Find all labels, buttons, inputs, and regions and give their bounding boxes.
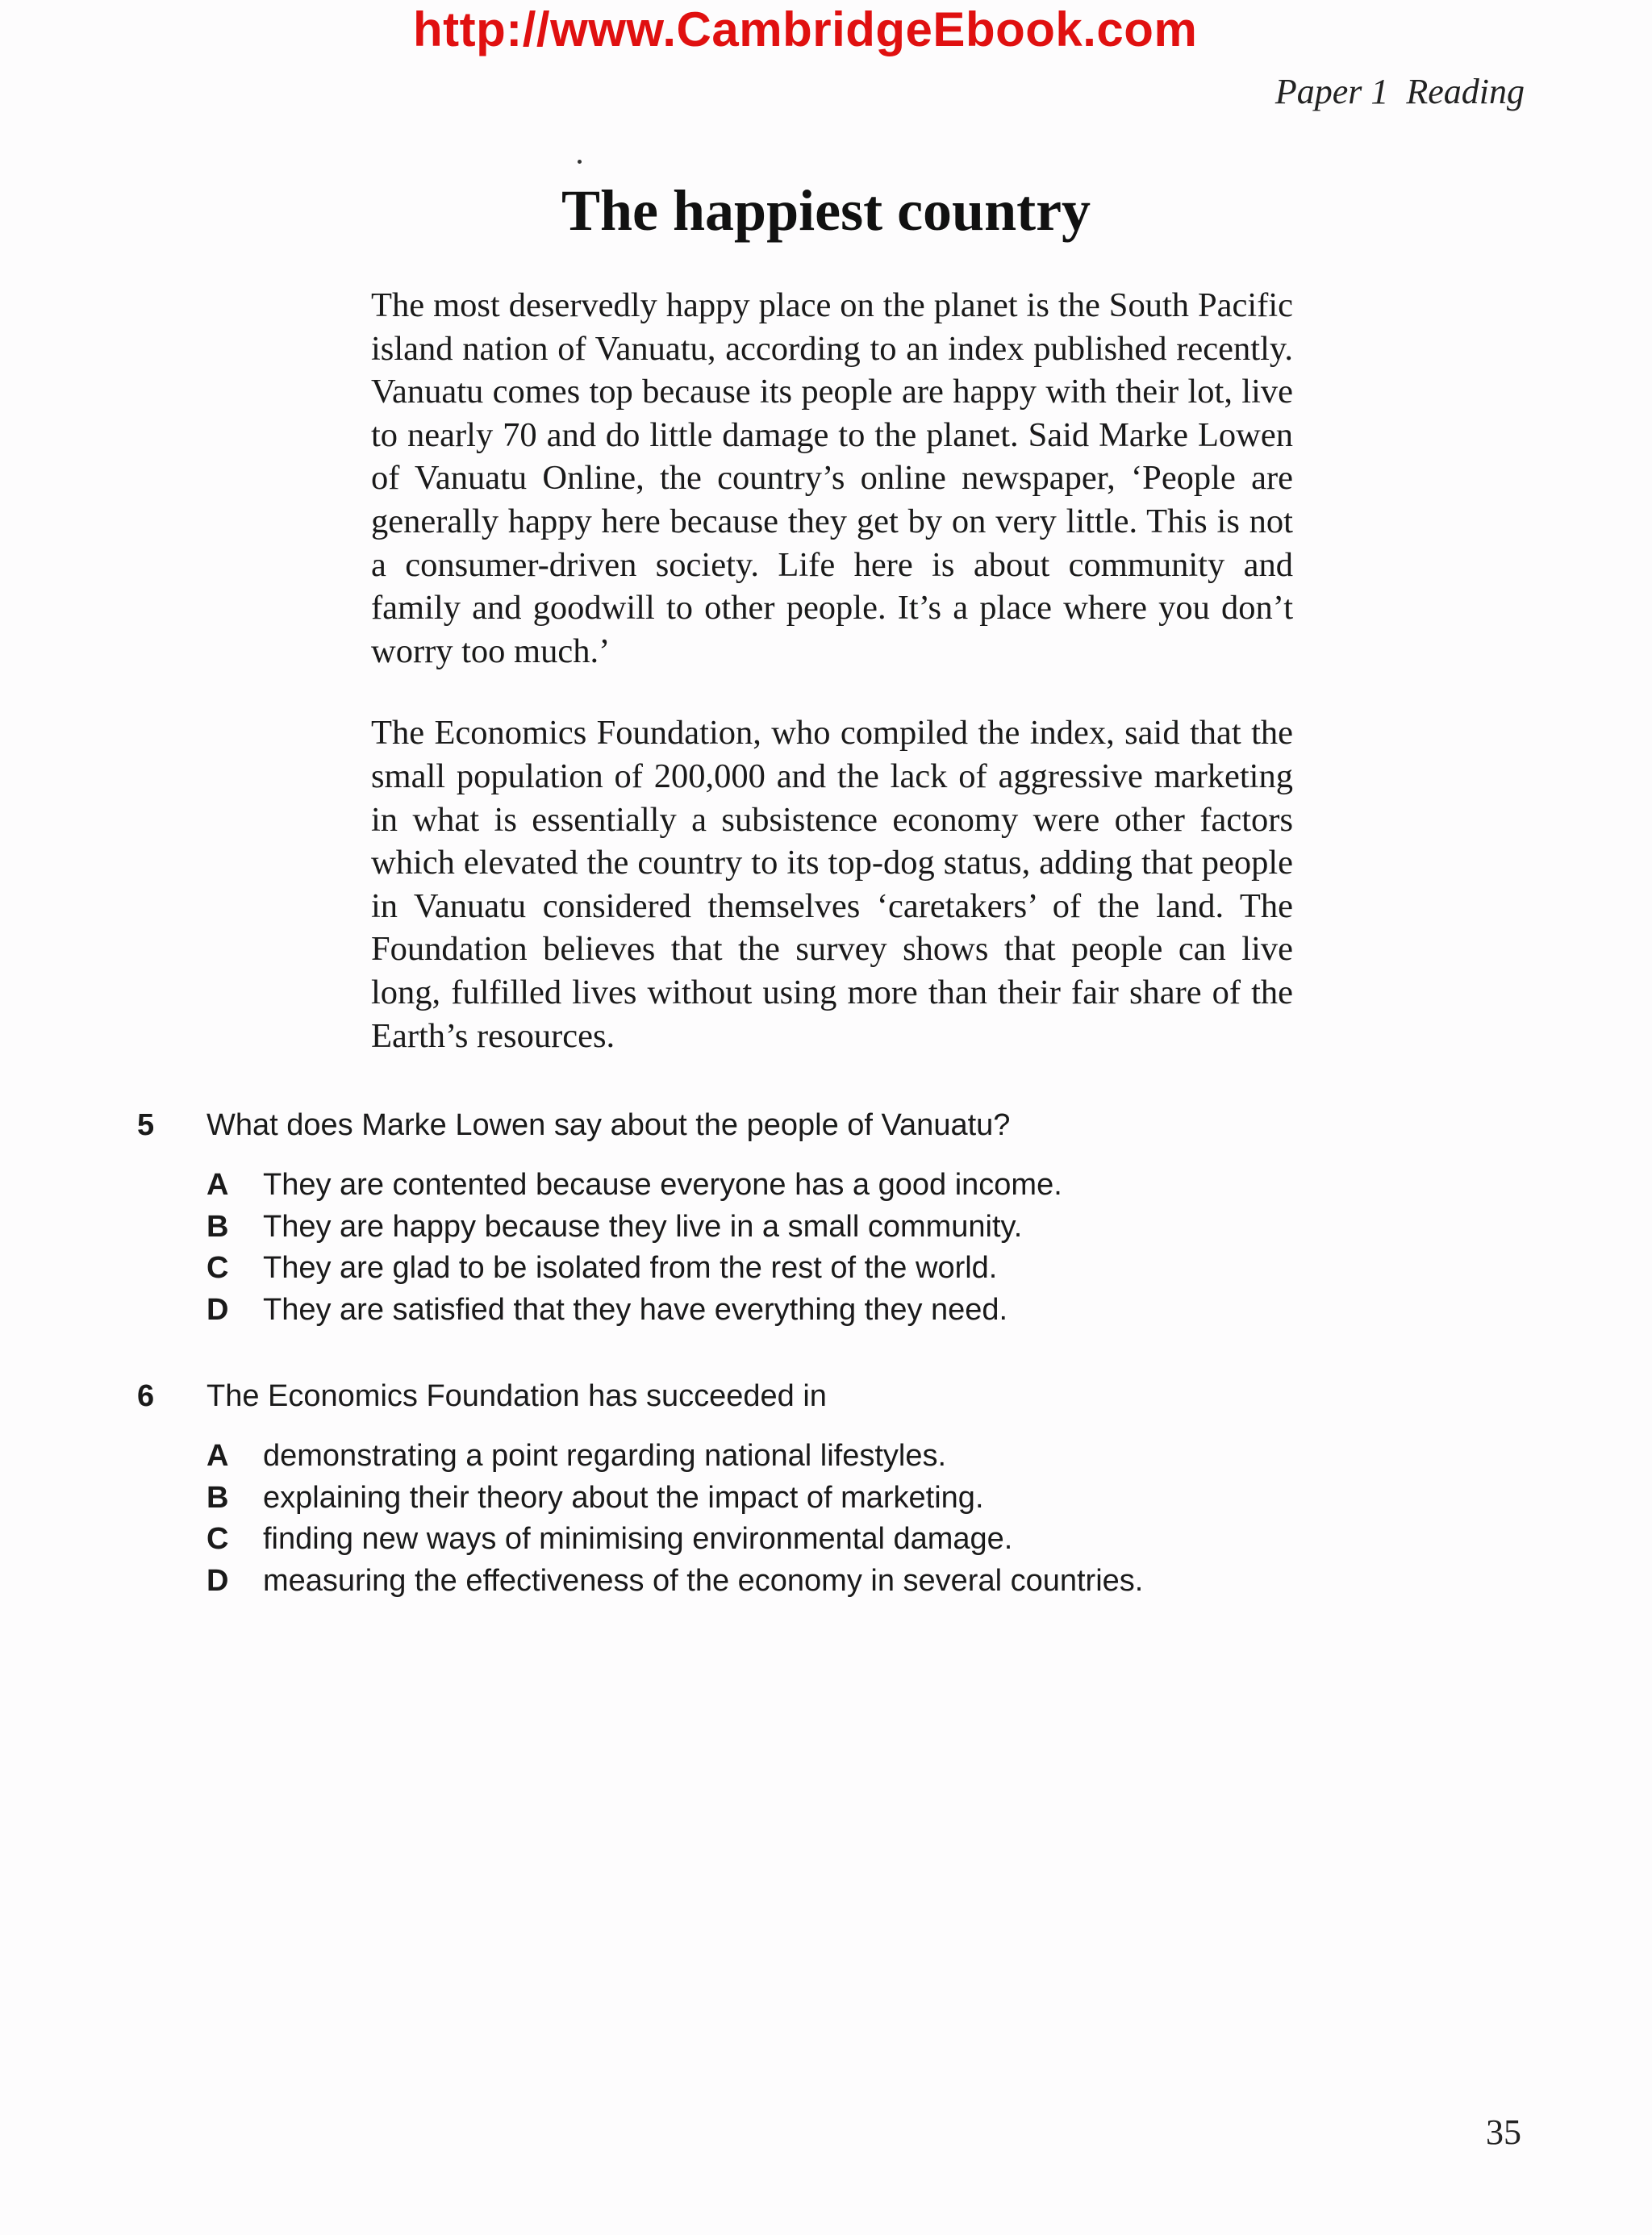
option-letter: B	[206, 1480, 229, 1515]
answer-options	[137, 1439, 1508, 1605]
question-6	[137, 1379, 1508, 1605]
option-text: They are glad to be isolated from the rest of the world.	[263, 1251, 998, 1285]
option-letter: C	[206, 1522, 229, 1556]
option-letter: A	[206, 1168, 229, 1202]
option-text: They are happy because they live in a small community.	[263, 1209, 1023, 1244]
option-b[interactable]	[137, 1481, 1508, 1523]
option-letter: B	[206, 1209, 229, 1244]
option-d[interactable]	[137, 1293, 1508, 1335]
passage-paragraph-2: The Economics Foundation, who compiled the index, said that the small population of 200,000 and the lack of aggressive marketing in what is essentially a subsistence economy were other factors which elevated the country to its top-dog status, adding that people in Vanuatu considered themselves ‘caretakers’ of the land. The Foundation believes that the survey shows that people can live long, fulfilled lives without using more than their fair share of the Earth’s resources.	[371, 714, 1293, 1055]
option-text: measuring the effectiveness of the economy in several countries.	[263, 1563, 1144, 1598]
question-number: 6	[137, 1379, 155, 1413]
question-number: 5	[137, 1108, 155, 1142]
article-title: The happiest country	[561, 178, 1091, 243]
option-text: demonstrating a point regarding national lifestyles.	[263, 1439, 947, 1473]
option-b[interactable]	[137, 1210, 1508, 1252]
answer-options	[137, 1168, 1508, 1334]
option-text: explaining their theory about the impact of marketing.	[263, 1480, 984, 1515]
option-c[interactable]	[137, 1522, 1508, 1564]
option-letter: D	[206, 1563, 229, 1598]
option-text: They are satisfied that they have everything they need.	[263, 1292, 1008, 1327]
option-c[interactable]	[137, 1251, 1508, 1293]
passage-paragraph-1: The most deservedly happy place on the planet is the South Pacific island nation of Vanuatu, according to an index published recently. Vanuatu comes top because its people are happy with their lot, live to nearly 70 and do little damage to the planet. Said Marke Lowen of Vanuatu Online, the country’s online newspaper, ‘People are generally happy here because they get by on very little. This is not a consumer-driven society. Life here is about community and family and goodwill to other people. It’s a place where you don’t worry too much.’	[371, 286, 1293, 670]
option-letter: A	[206, 1439, 229, 1473]
option-a[interactable]	[137, 1168, 1508, 1210]
question-stem: What does Marke Lowen say about the people of Vanuatu?	[206, 1108, 1011, 1142]
question-stem: The Economics Foundation has succeeded in	[206, 1379, 827, 1413]
page-number: 35	[1486, 2112, 1521, 2152]
option-a[interactable]	[137, 1439, 1508, 1481]
watermark-url[interactable]: http://www.CambridgeEbook.com	[413, 2, 1198, 56]
option-letter: C	[206, 1251, 229, 1285]
question-5	[137, 1108, 1508, 1334]
option-text: They are contented because everyone has a good income.	[263, 1168, 1062, 1202]
running-head: Paper 1 Reading	[1274, 72, 1525, 111]
option-letter: D	[206, 1292, 229, 1327]
reading-passage	[371, 284, 1293, 1096]
stray-dot	[578, 160, 582, 164]
option-d[interactable]	[137, 1564, 1508, 1606]
option-text: finding new ways of minimising environmental damage.	[263, 1522, 1013, 1556]
